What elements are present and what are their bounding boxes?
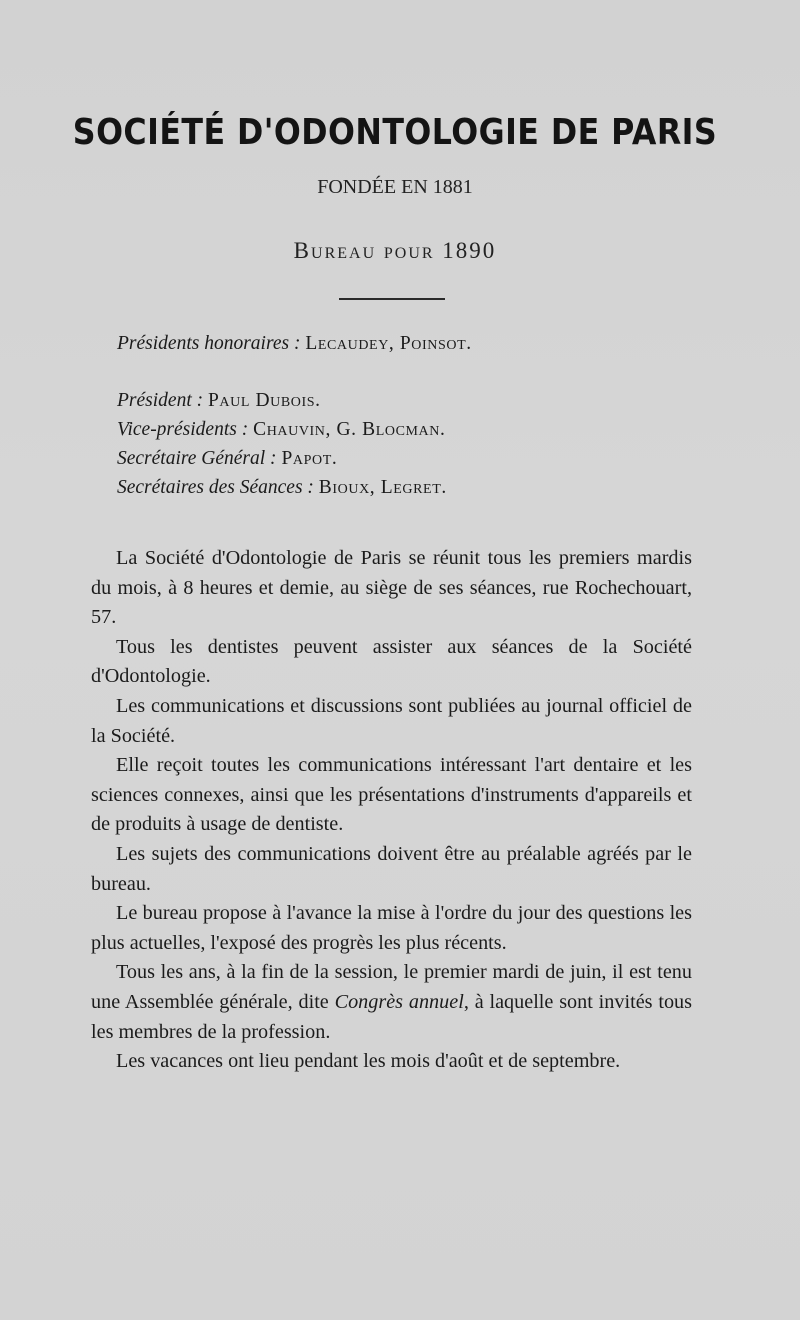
paragraph-agenda: Le bureau propose à l'avance la mise à l'ordre du jour des questions les plus actuelles, l'exposé des progrès les plus récents. xyxy=(91,902,692,954)
officer-line-president xyxy=(117,390,321,412)
page-title: SOCIÉTÉ D'ODONTOLOGIE DE PARIS xyxy=(72,112,718,153)
body-text xyxy=(91,544,692,1077)
officer-names: Chauvin, G. Blocman. xyxy=(253,419,446,440)
paragraph-text: , à laquelle sont invités tous les membres de la profession. xyxy=(91,990,692,1043)
officer-line-honorary xyxy=(117,333,472,355)
officer-line-session-secretaries xyxy=(117,477,447,499)
paragraph-holidays: Les vacances ont lieu pendant les mois d'août et de septembre. xyxy=(116,1050,621,1073)
officer-role: Vice-présidents : xyxy=(117,419,249,440)
officer-names: Paul Dubois. xyxy=(207,390,321,411)
officer-names: Lecaudey, Poinsot. xyxy=(305,333,472,354)
paragraph-meetings: La Société d'Odontologie de Paris se réunit tous les premiers mardis du mois, à 8 heures et demie, au siège de ses séances, rue Rochechouart, 57. xyxy=(91,547,692,629)
paragraph-annual-congress xyxy=(91,958,692,1047)
congress-name: Congrès annuel xyxy=(334,990,464,1013)
officer-line-secretary-general xyxy=(117,448,337,470)
officer-names: Bioux, Legret. xyxy=(318,477,447,498)
paragraph-publication: Les communications et discussions sont publiées au journal officiel de la Société. xyxy=(91,694,692,747)
officer-role: Président : xyxy=(117,390,204,411)
divider-rule xyxy=(339,298,445,300)
paragraph-attendance: Tous les dentistes peuvent assister aux séances de la Société d'Odontologie. xyxy=(91,635,692,688)
paragraph-approval: Les sujets des communications doivent être au préalable agréés par le bureau. xyxy=(91,842,692,895)
founded-line: FONDÉE EN 1881 xyxy=(317,176,473,198)
officer-role: Présidents honoraires : xyxy=(117,333,301,354)
paragraph-communications: Elle reçoit toutes les communications intéressant l'art dentaire et les sciences connexes, ainsi que les présentations d'instruments d'appareils et de produits à usage de dentiste. xyxy=(91,754,692,836)
bureau-heading: Bureau pour 1890 xyxy=(293,238,497,263)
officer-line-vice-presidents xyxy=(117,419,445,441)
officer-names: Papot. xyxy=(281,448,338,469)
officer-role: Secrétaire Général : xyxy=(117,448,277,469)
paragraph-text: Tous les ans, à la fin de la session, le premier mardi de juin, il est tenu une Assemblée générale, dite xyxy=(91,961,692,1013)
officer-role: Secrétaires des Séances : xyxy=(117,477,314,498)
